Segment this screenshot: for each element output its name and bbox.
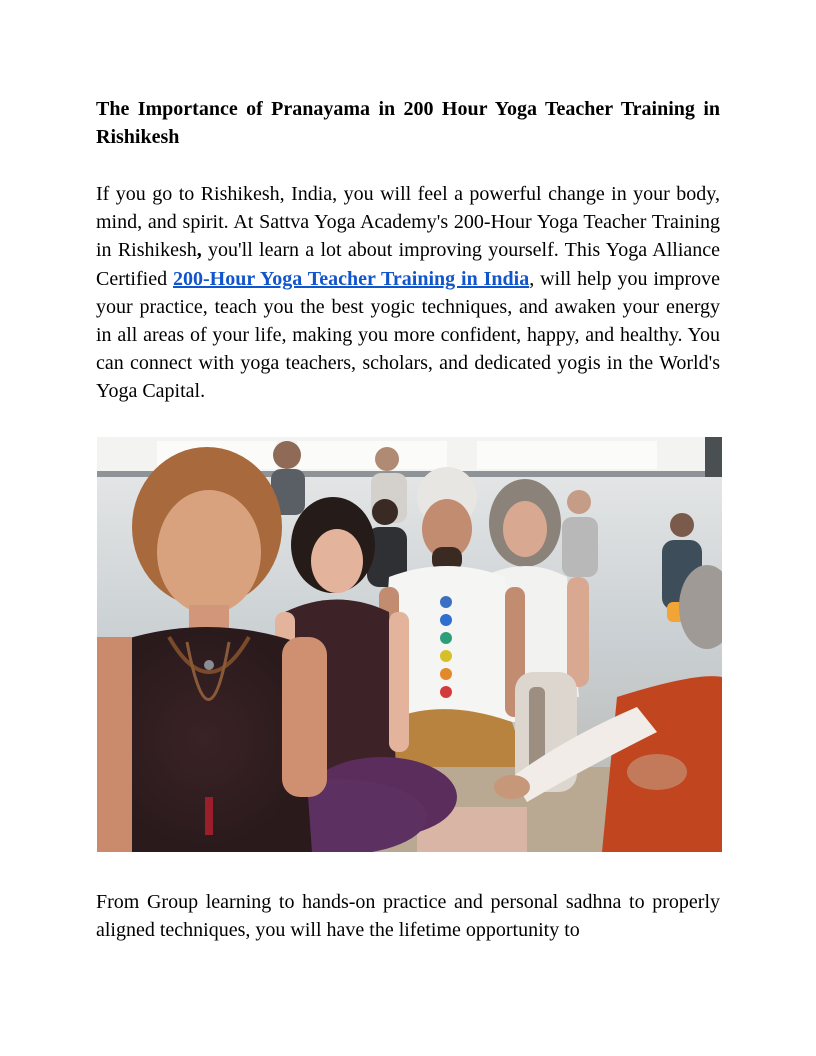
- intro-text-c: , will help you improve your practice, teach you the best yogic techniques, and awaken your energy in all areas of your life, making you more confident, happy, and healthy. You can connect with yoga teachers, scholars, and dedicated yogis in the World's Yoga Capital.: [96, 267, 720, 403]
- intro-text-b: you'll learn a lot about improving yourself. This Yoga Alliance Certified: [96, 239, 721, 290]
- document-title: The Importance of Pranayama in 200 Hour Yoga Teacher Training in Rishikesh: [96, 98, 720, 148]
- intro-paragraph: [96, 180, 720, 406]
- closing-paragraph: From Group learning to hands-on practice and personal sadhna to properly aligned techniques, you will have the lifetime opportunity to: [96, 891, 720, 942]
- intro-bold-comma: ,: [196, 239, 202, 262]
- intro-text-a: If you go to Rishikesh, India, you will feel a powerful change in your body, mind, and spirit. At Sattva Yoga Academy's 200-Hour Yoga Teacher Training in Rishikesh: [96, 183, 720, 262]
- yoga-class-photo: [97, 437, 722, 852]
- teacher-training-link[interactable]: 200-Hour Yoga Teacher Training in India: [172, 267, 530, 290]
